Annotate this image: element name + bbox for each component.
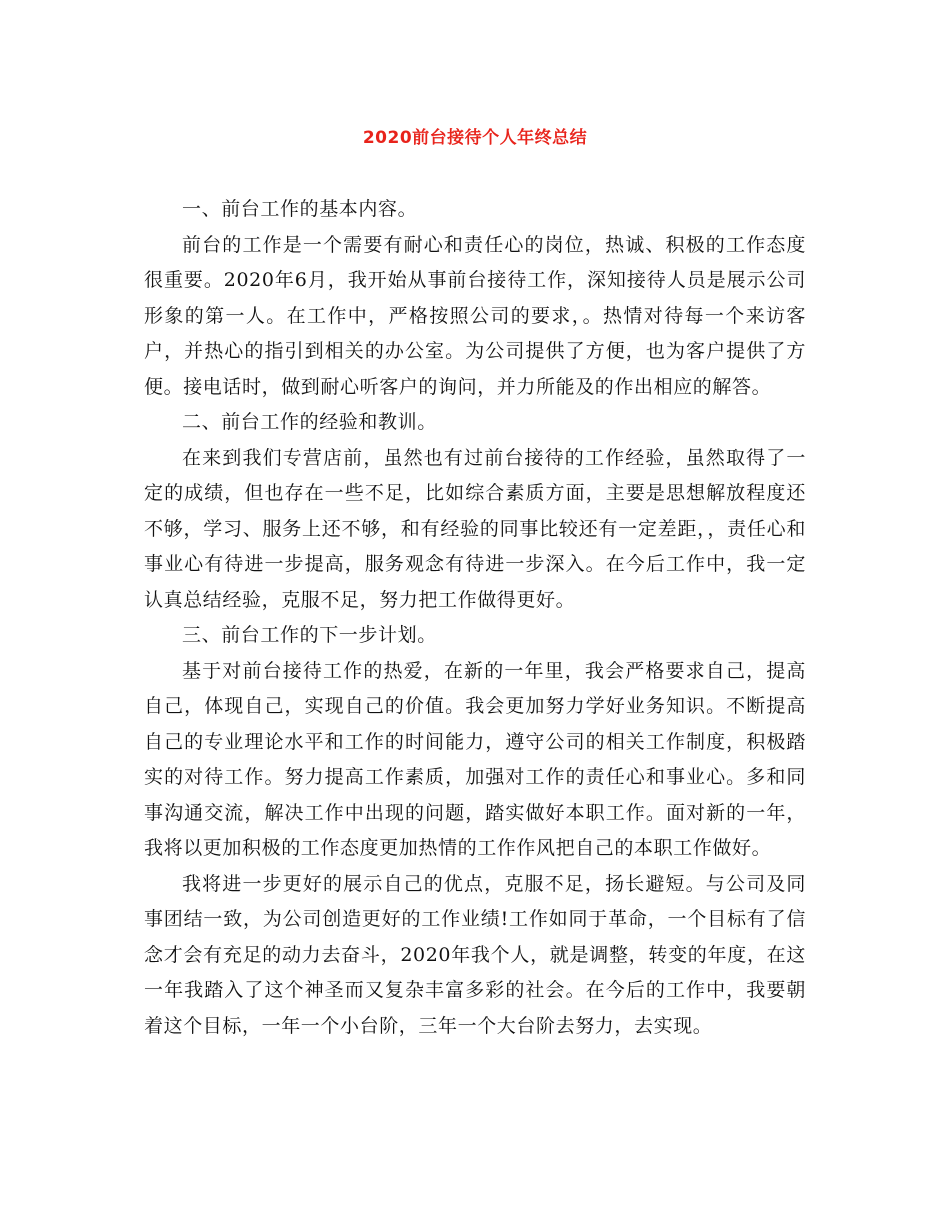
- paragraph-4: 我将进一步更好的展示自己的优点，克服不足，扬长避短。与公司及同事团结一致，为公司创造更好的工作业绩!工作如同于革命，一个目标有了信念才会有充足的动力去奋斗，2020年我个人，就是调整，转变的年度，在这一年我踏入了这个神圣而又复杂丰富多彩的社会。在今后的工作中，我要朝着这个目标，一年一个小台阶，三年一个大台阶去努力，去实现。: [144, 872, 806, 1037]
- paragraph-1: 前台的工作是一个需要有耐心和责任心的岗位，热诚、积极的工作态度很重要。2020年6月，我开始从事前台接待工作，深知接待人员是展示公司形象的第一人。在工作中，严格按照公司的要求，。热情对待每一个来访客户，并热心的指引到相关的办公室。为公司提供了方便，也为客户提供了方便。接电话时，做到耐心听客户的询问，并力所能及的作出相应的解答。: [144, 233, 806, 398]
- document-title: 2020前台接待个人年终总结: [362, 128, 588, 148]
- section-heading-1: 一、前台工作的基本内容。: [182, 198, 418, 220]
- section-heading-3: 三、前台工作的下一步计划。: [182, 624, 437, 646]
- section-heading-2: 二、前台工作的经验和教训。: [182, 411, 437, 433]
- document-body: [144, 192, 806, 1044]
- paragraph-2: 在来到我们专营店前，虽然也有过前台接待的工作经验，虽然取得了一定的成绩，但也存在一些不足，比如综合素质方面，主要是思想解放程度还不够，学习、服务上还不够，和有经验的同事比较还有一定差距，，责任心和事业心有待进一步提高，服务观念有待进一步深入。在今后工作中，我一定认真总结经验，克服不足，努力把工作做得更好。: [144, 446, 806, 611]
- paragraph-3: 基于对前台接待工作的热爱，在新的一年里，我会严格要求自己，提高自己，体现自己，实现自己的价值。我会更加努力学好业务知识。不断提高自己的专业理论水平和工作的时间能力，遵守公司的相关工作制度，积极踏实的对待工作。努力提高工作素质，加强对工作的责任心和事业心。多和同事沟通交流，解决工作中出现的问题，踏实做好本职工作。面对新的一年，我将以更加积极的工作态度更加热情的工作作风把自己的本职工作做好。: [144, 659, 806, 859]
